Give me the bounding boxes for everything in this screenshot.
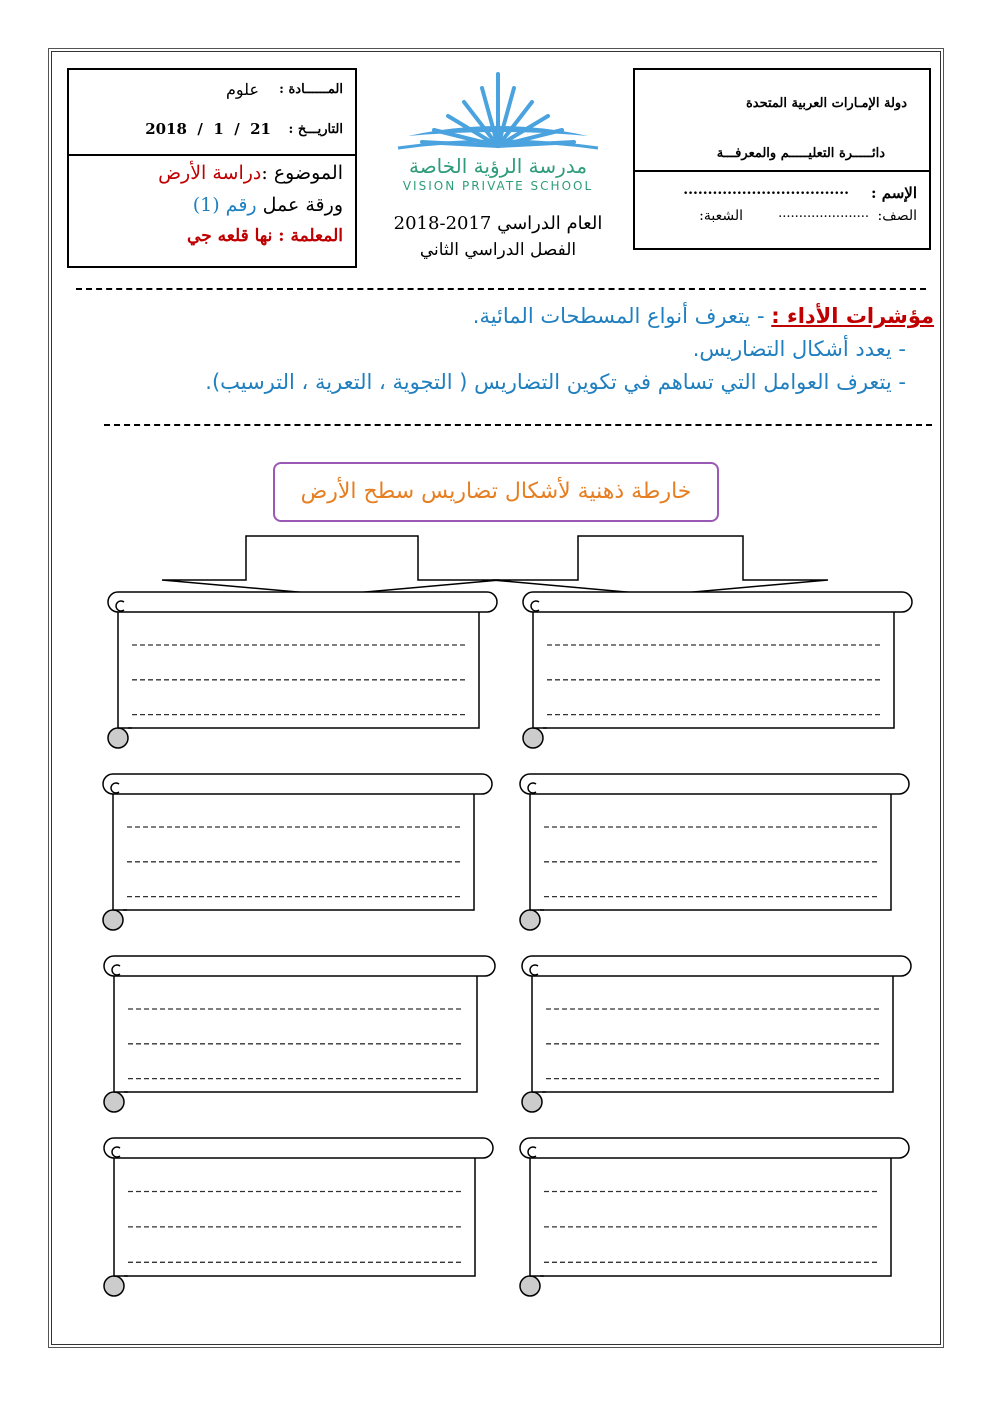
- scroll-box-1[interactable]: [108, 592, 497, 748]
- scroll-body: [118, 612, 479, 738]
- school-name-en: VISION PRIVATE SCHOOL: [402, 179, 594, 193]
- scroll-bottom-curl: [104, 1276, 124, 1296]
- scroll-box-2[interactable]: [523, 592, 912, 748]
- mind-map-title: خارطة ذهنية لأشكال تضاريس سطح الأرض: [273, 462, 719, 522]
- class-label: الصف:: [877, 208, 917, 224]
- date-value: 2018 / 1 / 21: [145, 120, 271, 138]
- scroll-box-6[interactable]: [522, 956, 911, 1112]
- scroll-box-5[interactable]: [104, 956, 495, 1112]
- scroll-top-roll: [104, 1138, 493, 1158]
- scroll-box-7[interactable]: [104, 1138, 493, 1296]
- topic-value: دراسة الأرض: [158, 162, 262, 184]
- scroll-bottom-curl: [522, 1092, 542, 1112]
- department-name: دائـــــرة التعليـــــم والمعرفـــة: [716, 146, 885, 161]
- scroll-top-roll: [523, 592, 912, 612]
- class-field[interactable]: ......................: [778, 206, 869, 221]
- scroll-box-4[interactable]: [520, 774, 909, 930]
- date-year: 2018: [145, 120, 187, 138]
- date-day: 21: [250, 120, 271, 138]
- scroll-body: [530, 794, 891, 920]
- scroll-box-3[interactable]: [103, 774, 492, 930]
- scroll-top-roll: [103, 774, 492, 794]
- indicators-lead: مؤشرات الأداء :: [771, 304, 934, 328]
- scroll-top-roll: [520, 1138, 909, 1158]
- scroll-body: [113, 794, 474, 920]
- indicator-item-3: - يتعرف العوامل التي تساهم في تكوين التضاريس ( التجوية ، التعرية ، الترسيب).: [205, 370, 906, 394]
- scroll-top-roll: [104, 956, 495, 976]
- name-field[interactable]: ..................................: [683, 182, 849, 198]
- scroll-bottom-curl: [108, 728, 128, 748]
- worksheet-value: رقم (1): [192, 194, 257, 216]
- academic-term: الفصل الدراسي الثاني: [419, 240, 577, 260]
- teacher-name: المعلمة : نها قلعه جي: [187, 226, 343, 246]
- scroll-top-roll: [520, 774, 909, 794]
- date-label: التاريـــخ :: [288, 122, 343, 137]
- scroll-body: [114, 1158, 475, 1286]
- scroll-body: [532, 976, 893, 1102]
- scroll-body: [533, 612, 894, 738]
- scroll-top-roll: [522, 956, 911, 976]
- indicator-item-2: - يعدد أشكال التضاريس.: [692, 337, 906, 361]
- scroll-bottom-curl: [523, 728, 543, 748]
- country-name: دولة الإمـارات العربية المتحدة: [745, 96, 907, 111]
- scroll-body: [114, 976, 477, 1102]
- scroll-top-roll: [108, 592, 497, 612]
- school-name-ar: مدرسة الرؤية الخاصة: [408, 154, 588, 178]
- topic-label: الموضوع :: [261, 162, 343, 184]
- scroll-bottom-curl: [103, 910, 123, 930]
- name-label: الإسم :: [870, 184, 917, 202]
- indicator-item-1: - يتعرف أنواع المسطحات المائية.: [472, 304, 765, 328]
- scroll-bottom-curl: [104, 1092, 124, 1112]
- scroll-box-8[interactable]: [520, 1138, 909, 1296]
- section-label: الشعبة:: [699, 208, 743, 224]
- worksheet-label: ورقة عمل: [262, 194, 343, 216]
- academic-year: العام الدراسي 2017-2018: [393, 213, 603, 234]
- subject-label: المــــــادة :: [279, 82, 343, 97]
- date-month: 1: [213, 120, 224, 138]
- scroll-body: [530, 1158, 891, 1286]
- subject-value: علوم: [225, 80, 259, 99]
- scroll-bottom-curl: [520, 910, 540, 930]
- scroll-bottom-curl: [520, 1276, 540, 1296]
